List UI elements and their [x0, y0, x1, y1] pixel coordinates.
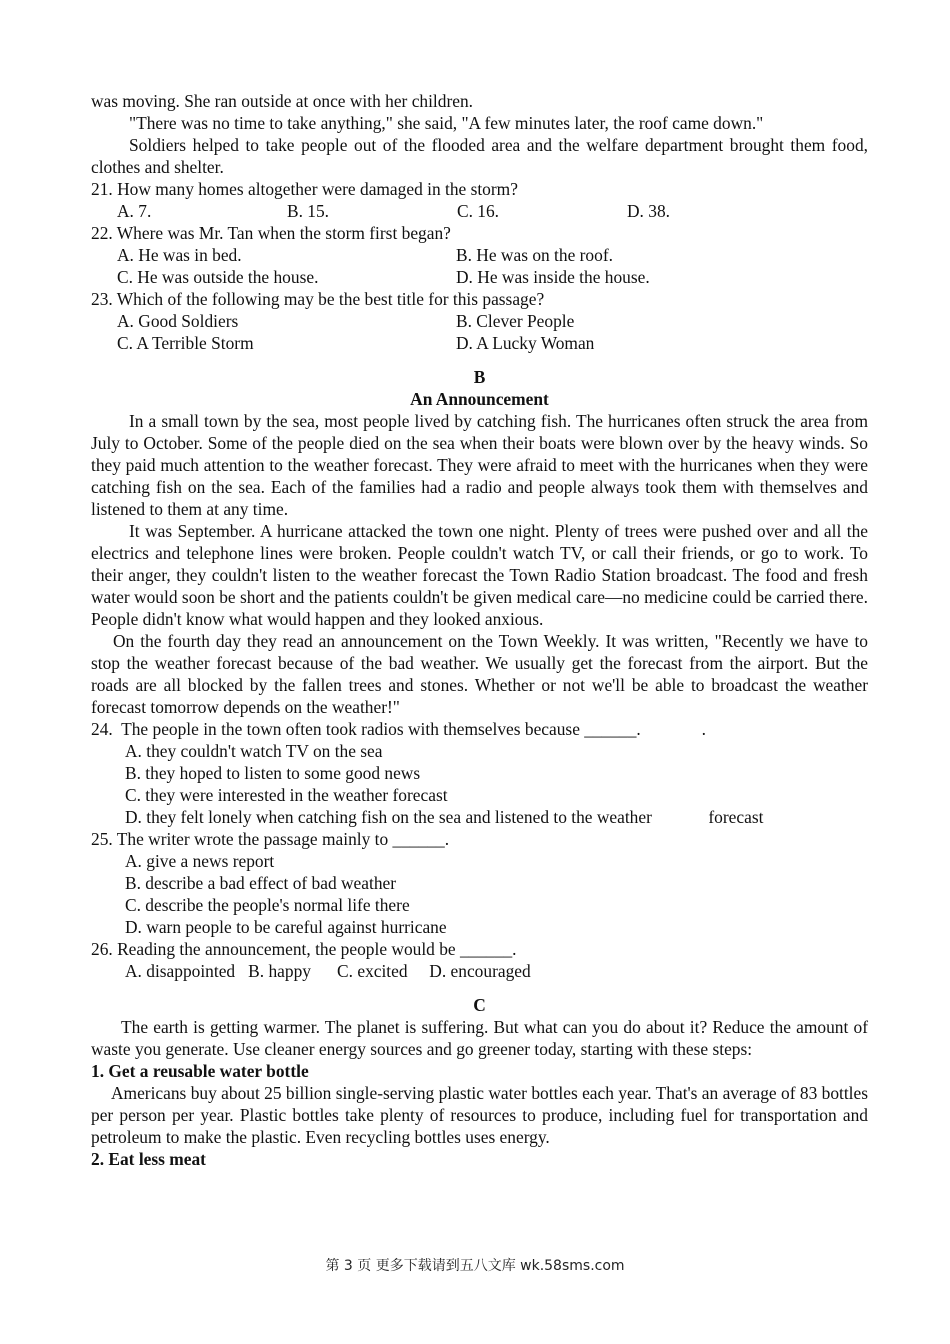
- option: C. A Terrible Storm: [117, 333, 254, 353]
- section-b-title: An Announcement: [410, 389, 549, 409]
- option: B. Clever People: [456, 311, 575, 331]
- option: C. they were interested in the weather forecast: [125, 785, 448, 805]
- section-c-letter: C: [473, 995, 486, 1015]
- section-b-letter: B: [473, 367, 486, 387]
- question-25-stem: 25. The writer wrote the passage mainly to ______.: [91, 829, 450, 849]
- option: D. warn people to be careful against hurricane: [125, 917, 447, 937]
- passage-c-intro: The earth is getting warmer. The planet is suffering. But what can you do about it? Reduce the amount of waste you generate. Use cleaner energy sources and go greener today, starting with these steps:: [91, 1017, 868, 1059]
- option: D. A Lucky Woman: [456, 333, 595, 353]
- option: C. describe the people's normal life there: [125, 895, 410, 915]
- passage-a-line-2: "There was no time to take anything," she said, "A few minutes later, the roof came down.": [129, 113, 764, 133]
- option: C. He was outside the house.: [117, 267, 319, 287]
- question-21-stem: 21. How many homes altogether were damaged in the storm?: [91, 179, 518, 199]
- option: A. give a news report: [125, 851, 275, 871]
- passage-a-line-1: was moving. She ran outside at once with her children.: [91, 91, 474, 111]
- question-24-options: [91, 740, 868, 828]
- question-23-stem: 23. Which of the following may be the best title for this passage?: [91, 289, 545, 309]
- option: B. He was on the roof.: [456, 245, 613, 265]
- passage-b-paragraph-3: On the fourth day they read an announcement on the Town Weekly. It was written, "Recently we have to stop the weather forecast because of the bad weather. We usually get the forecast from the airport. But the roads are all blocked by the fallen trees and stones. Whether or not we'll be able to broadcast the weather forecast tomorrow depends on the weather!": [91, 631, 868, 717]
- passage-b-paragraph-1: In a small town by the sea, most people lived by catching fish. The hurricanes often struck the area from July to October. Some of the people died on the sea when their boats were blown over by the heavy winds. So they paid much attention to the weather forecast. They were afraid to meet with the hurricanes when they were catching fish on the sea. Each of the families had a radio and people always took them with themselves and listened to them at any time.: [91, 411, 868, 519]
- option: B. they hoped to listen to some good news: [125, 763, 421, 783]
- question-23-options-row-2: [91, 332, 868, 354]
- question-21-options: [91, 200, 868, 222]
- step-1-heading: 1. Get a reusable water bottle: [91, 1061, 309, 1081]
- question-26-stem: 26. Reading the announcement, the people would be ______.: [91, 939, 517, 959]
- question-23-options-row-1: [91, 310, 868, 332]
- option: C. 16.: [457, 201, 500, 221]
- option: D. they felt lonely when catching fish on the sea and listened to the weather forecast: [125, 807, 764, 827]
- option: B. 15.: [287, 201, 330, 221]
- question-22-options-row-2: [91, 266, 868, 288]
- option: B. describe a bad effect of bad weather: [125, 873, 397, 893]
- option: A. 7.: [117, 201, 152, 221]
- passage-a-line-3: Soldiers helped to take people out of the flooded area and the welfare department brought them food, clothes and shelter.: [91, 135, 868, 177]
- option: A. He was in bed.: [117, 245, 242, 265]
- option: D. 38.: [627, 201, 670, 221]
- page-footer: 第 3 页 更多下载请到五八文库 wk.58sms.com: [325, 1258, 625, 1274]
- question-25-options: [91, 850, 868, 938]
- passage-b-paragraph-2: It was September. A hurricane attacked the town one night. Plenty of trees were pushed over and all the electrics and telephone lines were broken. People couldn't watch TV, or call their friends, or go to work. To their anger, they couldn't listen to the weather forecast the Town Radio Station broadcast. The food and fresh water would soon be short and the patients couldn't be given medical care—no medicine could be carried there. People didn't know what would happen and they looked anxious.: [91, 521, 868, 629]
- document-page: [91, 90, 868, 1170]
- question-24-stem: 24. The people in the town often took radios with themselves because ______. .: [91, 719, 706, 739]
- question-22-stem: 22. Where was Mr. Tan when the storm first began?: [91, 223, 451, 243]
- option: A. they couldn't watch TV on the sea: [125, 741, 383, 761]
- question-26-options: A. disappointed B. happy C. excited D. encouraged: [125, 961, 531, 981]
- question-22-options-row-1: [91, 244, 868, 266]
- option: A. Good Soldiers: [117, 311, 239, 331]
- step-2-heading: 2. Eat less meat: [91, 1149, 206, 1169]
- option: D. He was inside the house.: [456, 267, 650, 287]
- step-1-text: Americans buy about 25 billion single-serving plastic water bottles each year. That's an average of 83 bottles per person per year. Plastic bottles take plenty of resources to produce, including fuel for transportation and petroleum to make the plastic. Even recycling bottles uses energy.: [91, 1083, 868, 1147]
